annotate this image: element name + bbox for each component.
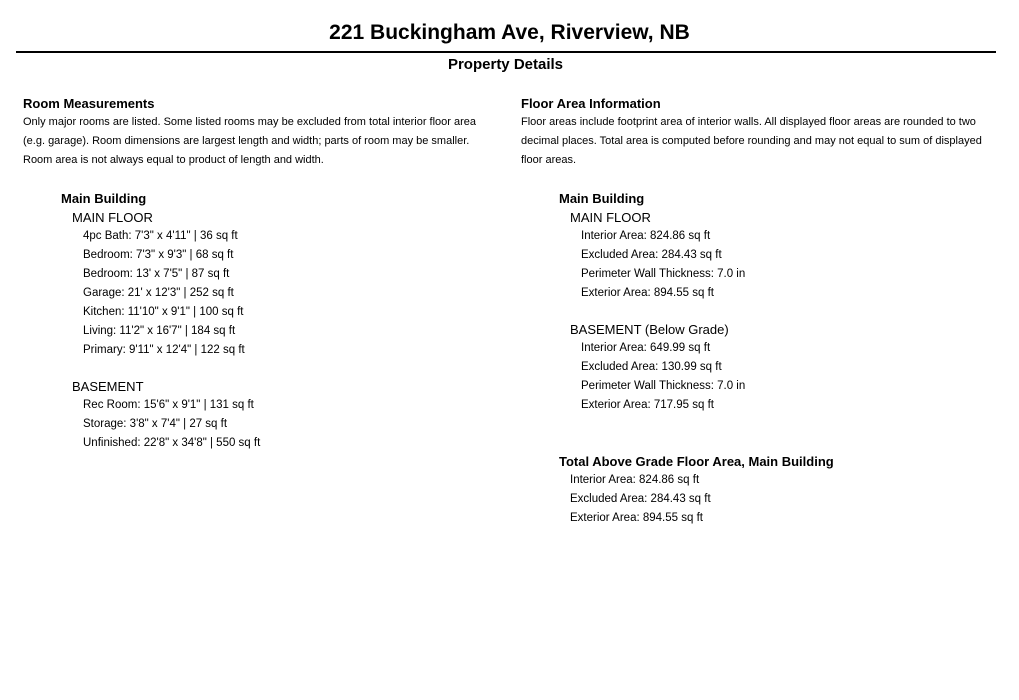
total-item: Interior Area: 824.86 sq ft [570, 474, 700, 486]
floor-area-section [521, 95, 1006, 528]
area-item: Perimeter Wall Thickness: 7.0 in [581, 268, 746, 280]
rooms-main-building [61, 189, 503, 453]
room-item: Kitchen: 11'10" x 9'1" | 100 sq ft [83, 306, 244, 318]
floor-heading: MAIN FLOOR [72, 210, 153, 225]
room-measurements-heading: Room Measurements [23, 96, 155, 111]
room-item: Bedroom: 7'3" x 9'3" | 68 sq ft [83, 249, 234, 261]
room-item: Garage: 21' x 12'3" | 252 sq ft [83, 287, 234, 299]
room-measurements-section [23, 95, 503, 453]
total-item: Exterior Area: 894.55 sq ft [570, 512, 703, 524]
floor-heading: MAIN FLOOR [570, 210, 651, 225]
room-item: Unfinished: 22'8" x 34'8" | 550 sq ft [83, 437, 261, 449]
floor-heading: BASEMENT (Below Grade) [570, 322, 729, 337]
room-item: Rec Room: 15'6" x 9'1" | 131 sq ft [83, 399, 254, 411]
room-item: 4pc Bath: 7'3" x 4'11" | 36 sq ft [83, 230, 238, 242]
description-line: Floor areas include footprint area of interior walls. All displayed floor areas are rounded to two [521, 116, 976, 128]
area-item: Excluded Area: 130.99 sq ft [581, 361, 722, 373]
description-line: Room area is not always equal to product of length and width. [23, 154, 324, 166]
area-item: Interior Area: 649.99 sq ft [581, 342, 711, 354]
area-item: Exterior Area: 894.55 sq ft [581, 287, 714, 299]
page-subtitle: Property Details [447, 56, 564, 73]
area-main-building [559, 189, 1006, 528]
area-item: Exterior Area: 717.95 sq ft [581, 399, 714, 411]
total-heading: Total Above Grade Floor Area, Main Building [559, 454, 834, 469]
description-line: floor areas. [521, 154, 577, 166]
area-item: Interior Area: 824.86 sq ft [581, 230, 711, 242]
floor-area-description [521, 113, 1006, 170]
room-item: Living: 11'2" x 16'7" | 184 sq ft [83, 325, 236, 337]
building-heading: Main Building [559, 191, 645, 206]
area-floors [570, 208, 1006, 415]
description-line: decimal places. Total area is computed before rounding and may not equal to sum of displayed [521, 135, 982, 147]
floor-area-heading: Floor Area Information [521, 96, 661, 111]
total-above-grade [559, 452, 1006, 528]
building-heading: Main Building [61, 191, 147, 206]
floor-heading: BASEMENT [72, 379, 144, 394]
description-line: (e.g. garage). Room dimensions are largest length and width; parts of room may be smaller. [23, 135, 470, 147]
area-item: Excluded Area: 284.43 sq ft [581, 249, 722, 261]
total-item: Excluded Area: 284.43 sq ft [570, 493, 711, 505]
room-measurements-description [23, 113, 503, 170]
rooms-main-floor [72, 208, 503, 453]
room-item: Bedroom: 13' x 7'5" | 87 sq ft [83, 268, 230, 280]
title-divider [16, 51, 996, 53]
description-line: Only major rooms are listed. Some listed rooms may be excluded from total interior floor area [23, 116, 477, 128]
area-item: Perimeter Wall Thickness: 7.0 in [581, 380, 746, 392]
room-item: Storage: 3'8" x 7'4" | 27 sq ft [83, 418, 228, 430]
room-item: Primary: 9'11" x 12'4" | 122 sq ft [83, 344, 245, 356]
page-title: 221 Buckingham Ave, Riverview, NB [329, 21, 690, 44]
